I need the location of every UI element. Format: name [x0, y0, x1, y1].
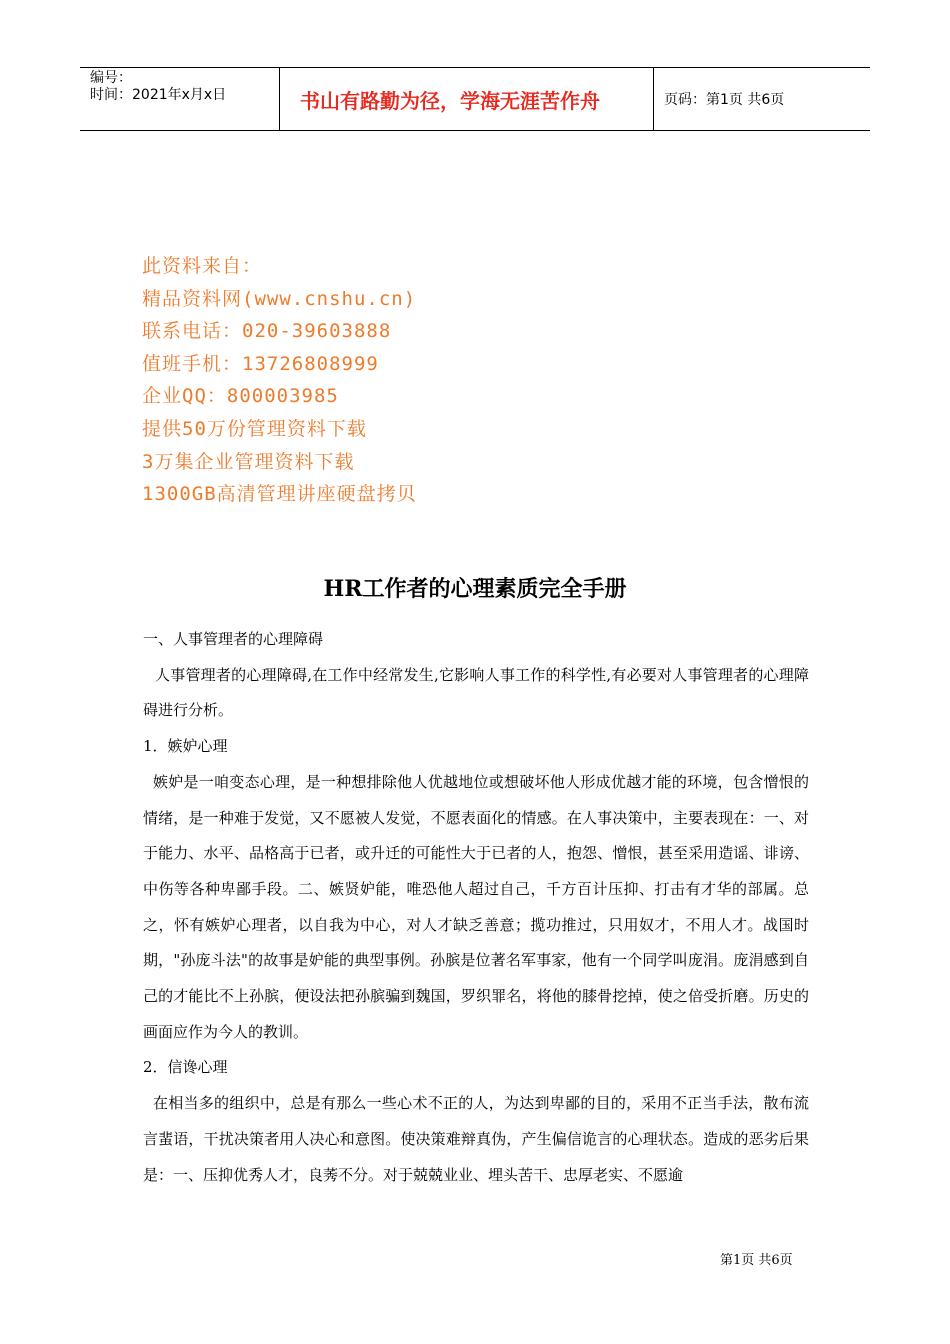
header-page-number: 页码：第1页 共6页 — [664, 92, 785, 108]
promo-line: 值班手机：13726808999 — [142, 352, 379, 375]
header-motto: 书山有路勤为径，学海无涯苦作舟 — [280, 68, 654, 130]
promo-line: 1300GB高清管理讲座硬盘拷贝 — [142, 483, 417, 506]
paragraph: 人事管理者的心理障碍,在工作中经常发生,它影响人事工作的科学性,有必要对人事管理者的心理障碍进行分析。 — [143, 665, 809, 720]
subsection-heading: 2．信谗心理 — [143, 1058, 228, 1077]
section-heading: 一、人事管理者的心理障碍 — [143, 630, 324, 648]
document-title: HR工作者的心理素质完全手册 — [323, 576, 627, 602]
page-footer: 第1页 共6页 — [720, 1253, 793, 1268]
number-label: 编号： — [90, 70, 132, 86]
promo-line: 此资料来自： — [142, 255, 263, 277]
promo-line: 3万集企业管理资料下载 — [142, 450, 355, 473]
promo-line: 精品资料网(www.cnshu.cn) — [142, 287, 417, 310]
promo-line: 提供50万份管理资料下载 — [142, 417, 367, 440]
subsection-heading: 1．嫉妒心理 — [143, 737, 228, 756]
paragraph: 嫉妒是一咱变态心理，是一种想排除他人优越地位或想破坏他人形成优越才能的环境，包含憎恨的情绪，是一种难于发觉，又不愿被人发觉，不愿表面化的情感。在人事决策中，主要表现在：一、对于能力、水平、品格高于已者，或升迁的可能性大于已者的人，抱怨、憎恨，甚至采用造谣、诽谤、中伤等各种卑鄙手段。二、嫉贤妒能，唯恐他人超过自己，千方百计压抑、打击有才华的部属。总之，怀有嫉妒心理者，以自我为中心，对人才缺乏善意；揽功推过，只用奴才，不用人才。战国时期，"孙庞斗法"的故事是妒能的典型事例。孙膑是位著名军事家，他有一个同学叫庞涓。庞涓感到自己的才能比不上孙膑，便设法把孙膑骗到魏国，罗织罪名，将他的膝骨挖掉，使之倍受折磨。历史的画面应作为今人的教训。 — [143, 772, 809, 1041]
paragraph: 在相当多的组织中，总是有那么一些心术不正的人，为达到卑鄙的目的，采用不正当手法，散布流言蜚语，干扰决策者用人决心和意图。使决策难辩真伪，产生偏信诡言的心理状态。造成的恶劣后果是：一、压抑优秀人才，良莠不分。对于兢兢业业、埋头苦干、忠厚老实、不愿逾 — [143, 1094, 809, 1184]
promo-block — [142, 250, 417, 511]
promo-line: 联系电话：020-39603888 — [142, 320, 392, 343]
document-body — [143, 622, 809, 1193]
promo-line: 企业QQ：800003985 — [142, 385, 339, 408]
page-header — [80, 67, 870, 131]
header-meta — [80, 68, 280, 130]
date-label: 时间：2021年x月x日 — [90, 87, 227, 103]
